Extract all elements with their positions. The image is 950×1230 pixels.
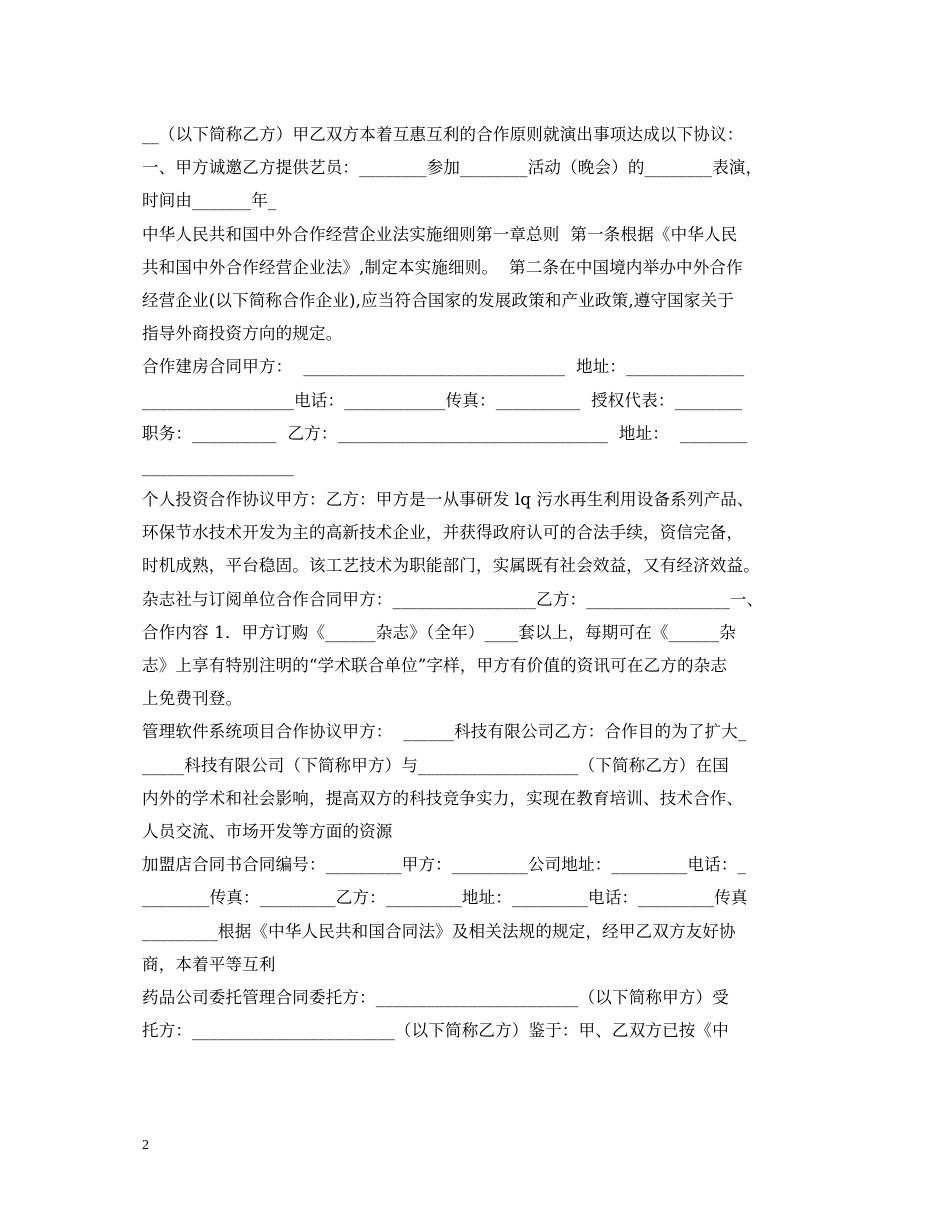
text-line: 环保节水技术开发为主的高新技术企业，并获得政府认可的合法手续，资信完备， (142, 523, 744, 543)
paragraph-performance-agreement (142, 118, 822, 218)
paragraph-pharma-management (142, 981, 822, 1047)
text-line: 合作内容 1．甲方订购《______杂志》（全年）____套以上，每期可在《______杂 (142, 622, 736, 642)
paragraph-joint-venture-rules (142, 218, 822, 351)
text-line: 杂志社与订阅单位合作合同甲方：_________________乙方：_________________一、 (142, 589, 764, 609)
text-line: 共和国中外合作经营企业法》,制定本实施细则。 第二条在中国境内举办中外合作 (142, 257, 743, 277)
text-line: 一、甲方诚邀乙方提供艺员：________参加________活动（晚会）的________表演， (142, 158, 763, 178)
text-line: 职务：__________ 乙方：________________________________ 地址： ________ (142, 423, 748, 443)
paragraph-personal-investment (142, 483, 822, 583)
text-line: 个人投资合作协议甲方：乙方：甲方是一从事研发 lq 污水再生利用设备系列产品、 (142, 490, 754, 510)
text-line: 管理软件系统项目合作协议甲方： ______科技有限公司乙方：合作目的为了扩大_ (142, 722, 747, 742)
text-line: _________根据《中华人民共和国合同法》及相关法规的规定，经甲乙双方友好协 (142, 921, 736, 941)
text-line: __（以下简称乙方）甲乙双方本着互惠互利的合作原则就演出事项达成以下协议： (142, 125, 744, 144)
text-line: 加盟店合同书合同编号：_________甲方：_________公司地址：_________电话：_ (142, 855, 746, 875)
text-line: 药品公司委托管理合同委托方：________________________（以下简称甲方）受 (142, 987, 729, 1007)
paragraph-housing-contract (142, 350, 822, 483)
text-line: 上免费刊登。 (142, 689, 243, 709)
paragraph-magazine-subscription (142, 583, 822, 716)
text-line: 人员交流、市场开发等方面的资源 (142, 821, 393, 841)
text-line: 经营企业(以下简称合作企业),应当符合国家的发展政策和产业政策,遵守国家关于 (142, 290, 734, 310)
text-line: __________________ (142, 456, 295, 476)
document-body (142, 118, 822, 1047)
text-line: 中华人民共和国中外合作经营企业法实施细则第一章总则 第一条根据《中华人民 (142, 224, 738, 244)
paragraph-software-project (142, 715, 822, 848)
paragraph-franchise-contract (142, 848, 822, 981)
text-line: 合作建房合同甲方： _______________________________ 地址：______________ (142, 357, 745, 377)
text-line: 指导外商投资方向的规定。 (142, 324, 343, 344)
text-line: __________________电话：____________传真：__________ 授权代表：________ (142, 390, 743, 410)
text-line: 时间由_______年_ (142, 191, 277, 211)
text-line: 时机成熟，平台稳固。该工艺技术为职能部门，实属既有社会效益，又有经济效益。 (142, 556, 760, 576)
text-line: 志》上享有特别注明的“学术联合单位”字样，甲方有价值的资讯可在乙方的杂志 (142, 656, 728, 675)
text-line: ________传真：_________乙方：_________地址：_________电话：_________传真 (142, 888, 748, 908)
page-number: 2 (142, 1138, 149, 1153)
text-line: 内外的学术和社会影响，提高双方的科技竞争实力，实现在教育培训、技术合作、 (142, 788, 744, 808)
text-line: 商，本着平等互利 (142, 954, 276, 974)
text-line: 托方：________________________（以下简称乙方）鉴于：甲、乙双方已按《中 (142, 1021, 729, 1041)
text-line: _____科技有限公司（下简称甲方）与___________________（下简称乙方）在国 (142, 755, 729, 775)
